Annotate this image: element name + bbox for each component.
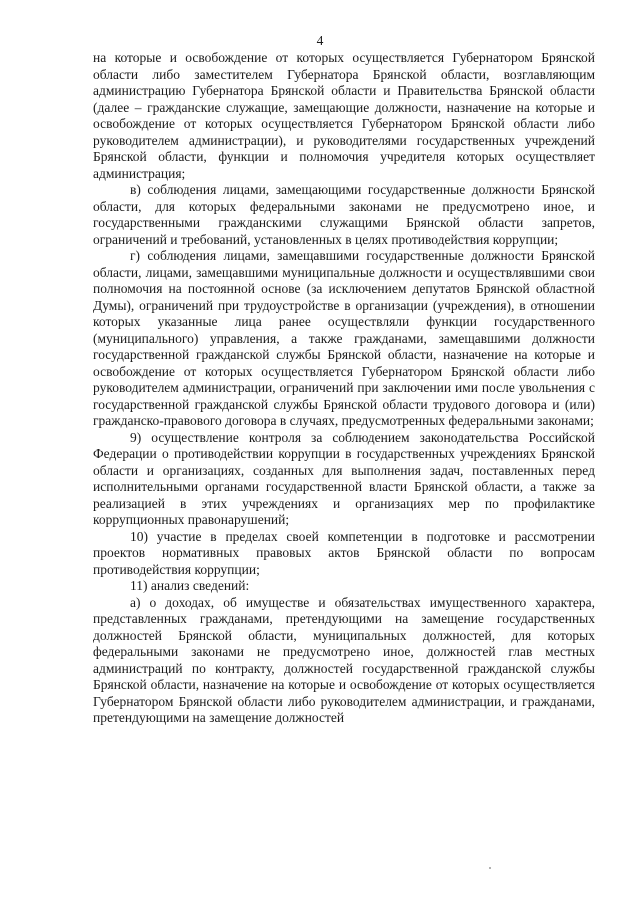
paragraph-item-g: г) соблюдения лицами, замещавшими государственные должности Брянской области, лицами, замещавшими муниципальные должности и осуществлявшими свои полномочия на постоянной основе (за исключением депутатов Брянской областной Думы), ограничений при трудоустройстве в организации (учреждения), в отношении которых указанные лица ранее осуществляли функции государственного (муниципального) управления, а также гражданами, замещавшими должности государственной гражданской службы Брянской области, назначение на которые и освобождение от которых осуществляется Губернатором Брянской области либо руководителем администрации, ограничений при заключении ими после увольнения с государственной гражданской службы Брянской области трудового договора и (или) гражданско-правового договора в случаях, предусмотренных федеральными законами; — [93, 248, 595, 428]
paragraph-continuation: на которые и освобождение от которых осуществляется Губернатором Брянской области либо заместителем Губернатора Брянской области, возглавляющим администрацию Губернатора Брянской области и Правительства Брянской области (далее – гражданские служащие, замещающие должности, назначение на которые и освобождение от которых осуществляется Губернатором Брянской области либо руководителем администрации), и руководителями государственных учреждений Брянской области, функции и полномочия учредителя которых осуществляет администрация; — [93, 50, 595, 181]
paragraph-item-11: 11) анализ сведений: — [130, 578, 250, 593]
paragraph-item-11a: а) о доходах, об имуществе и обязательствах имущественного характера, представленных гражданами, претендующими на замещение государственных должностей Брянской области, муниципальных должностей, для которых федеральными законами не предусмотрено иное, должностей глав местных администраций по контракту, должностей государственной гражданской службы Брянской области, назначение на которые и освобождение от которых осуществляется Губернатором Брянской области либо руководителем администрации, и гражданами, претендующими на замещение должностей — [93, 594, 595, 725]
document-body — [93, 50, 595, 727]
paragraph-item-9: 9) осуществление контроля за соблюдением законодательства Российской Федерации о противодействии коррупции в государственных учреждениях Брянской области и организациях, созданных для выполнения задач, поставленных перед исполнительными органами государственной власти Брянской области, а также за реализацией в этих учреждениях и организациях мер по профилактике коррупционных правонарушений; — [93, 429, 595, 527]
paragraph-item-v: в) соблюдения лицами, замещающими государственные должности Брянской области, для которых федеральными законами не предусмотрено иное, и государственными гражданскими служащими Брянской области запретов, ограничений и требований, установленных в целях противодействия коррупции; — [93, 182, 595, 247]
paragraph-item-10: 10) участие в пределах своей компетенции в подготовке и рассмотрении проектов нормативных правовых актов Брянской области по вопросам противодействия коррупции; — [93, 528, 595, 577]
page-number: 4 — [316, 33, 324, 48]
scan-speck — [489, 867, 491, 869]
